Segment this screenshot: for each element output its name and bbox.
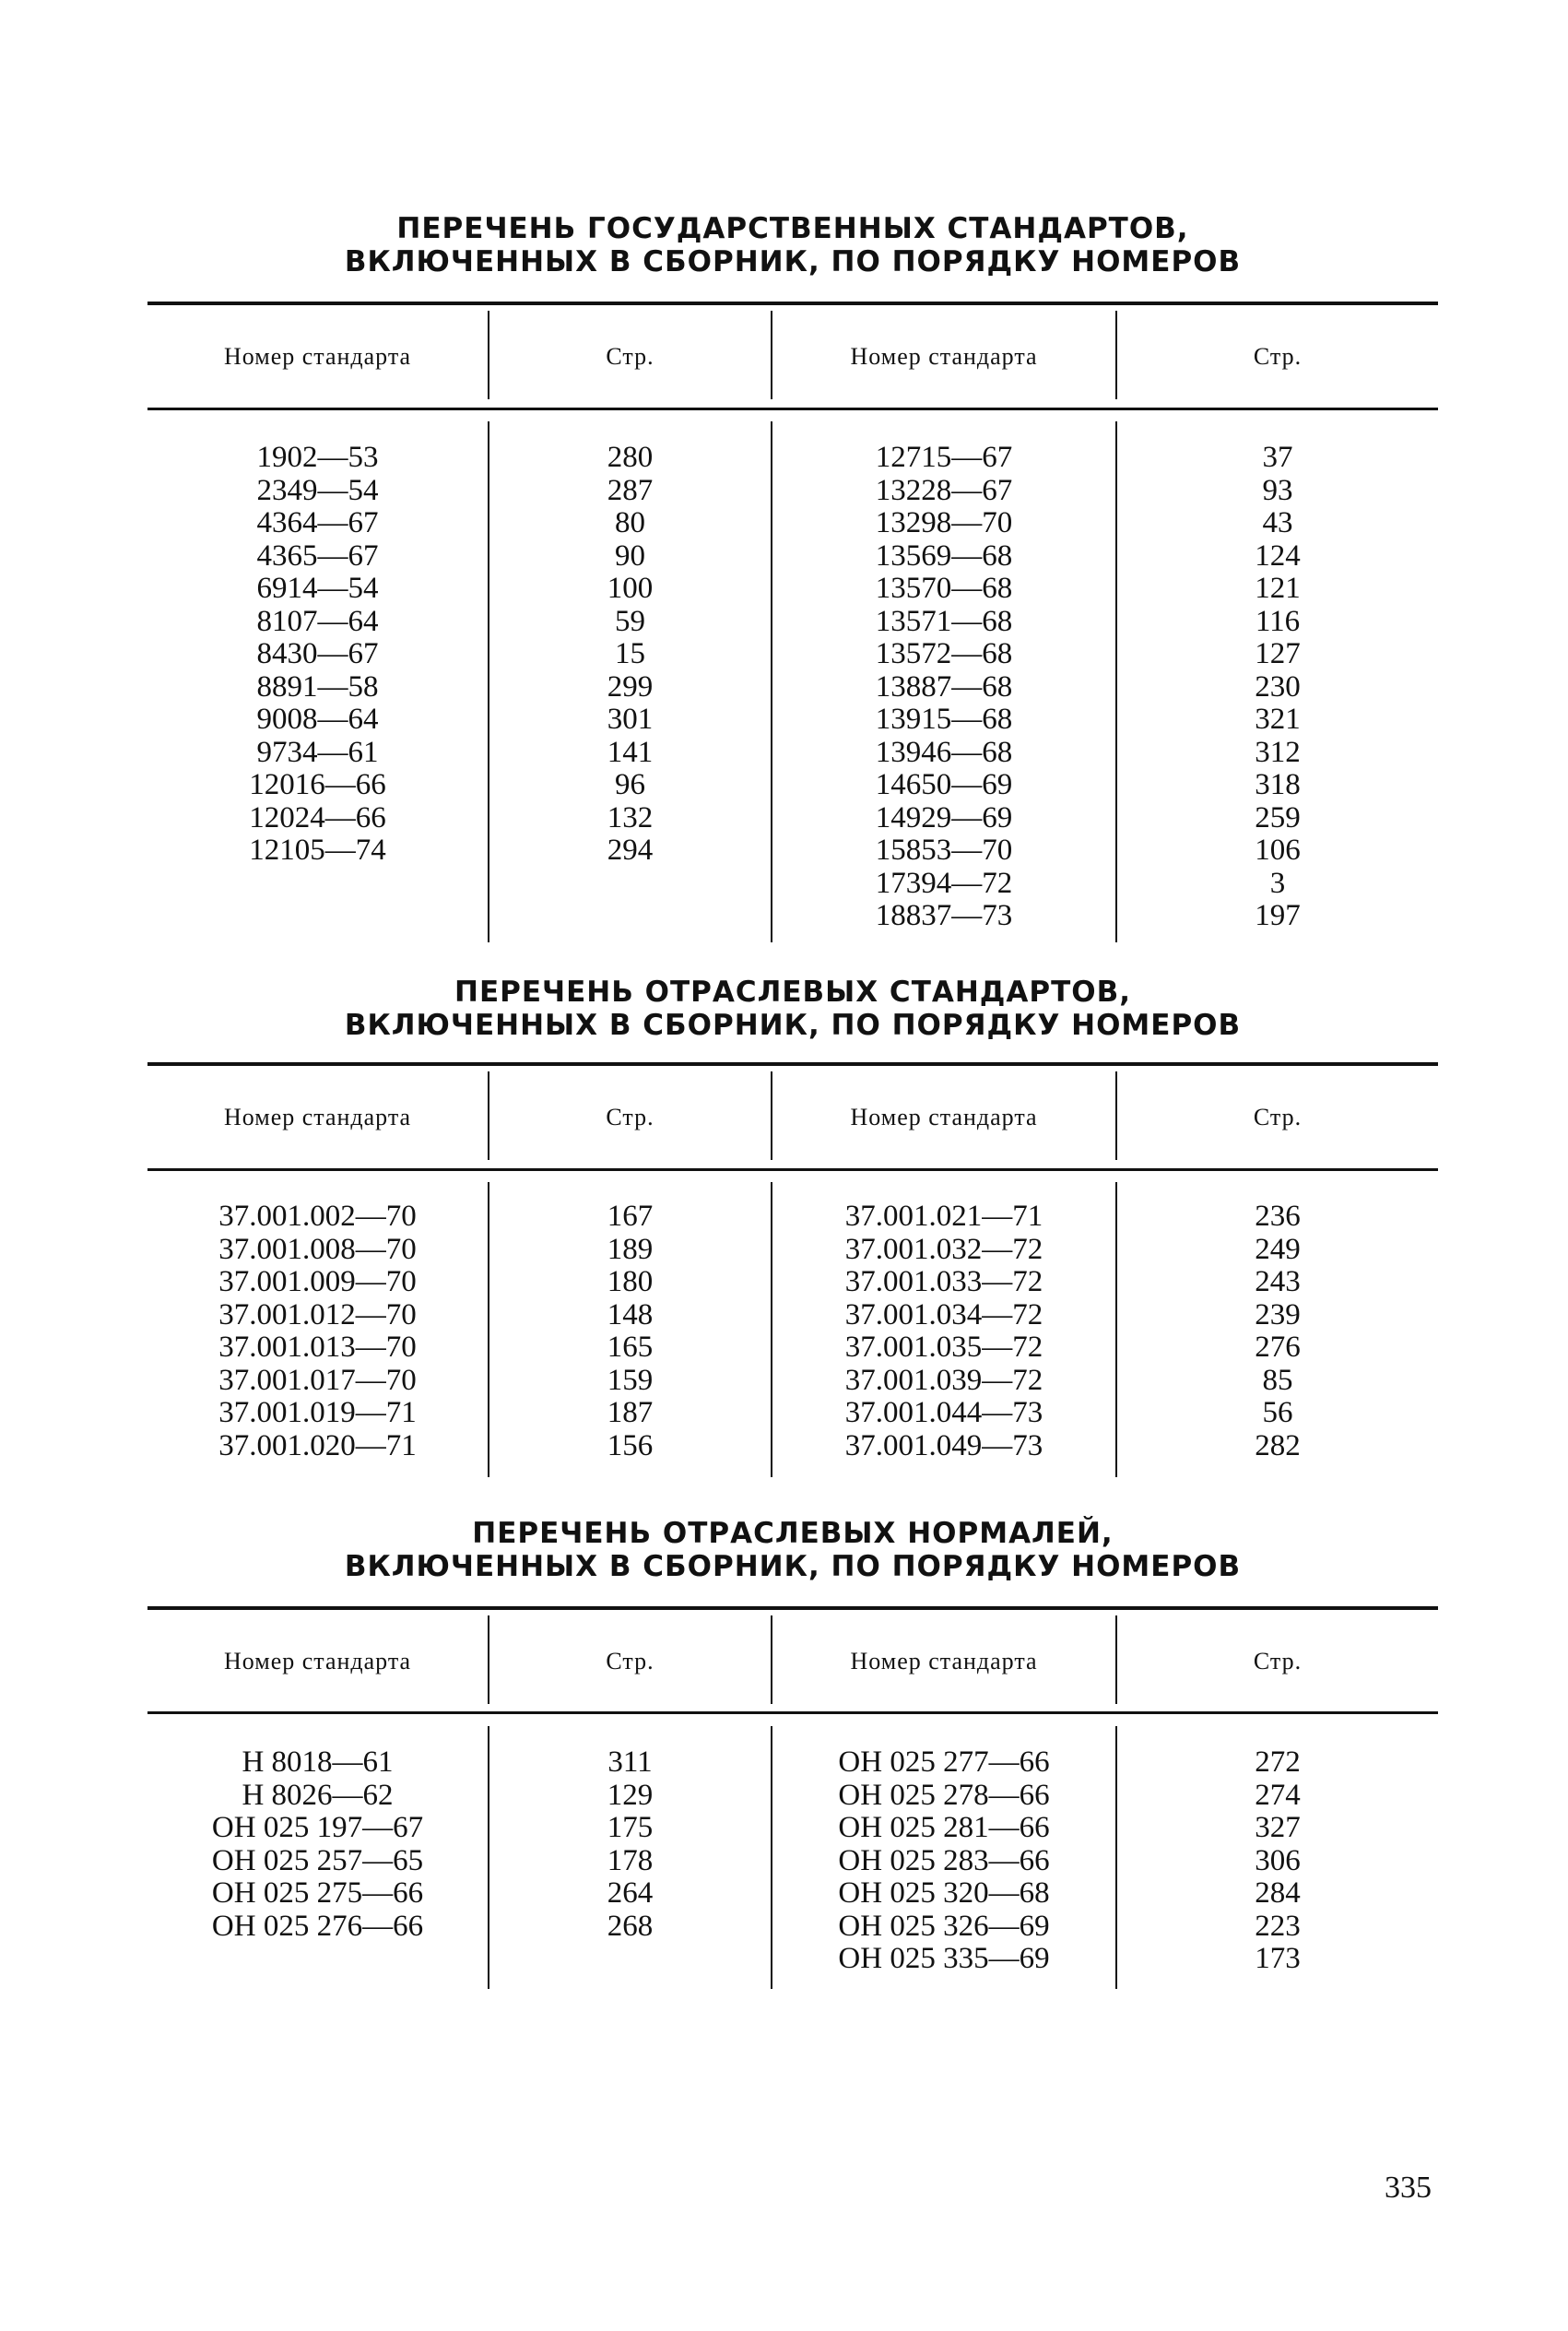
table-cell: ОН 025 197—67 bbox=[211, 1811, 424, 1844]
table-cell: 15853—70 bbox=[875, 834, 1013, 867]
table-cell: 268 bbox=[607, 1909, 654, 1943]
table-cell: 17394—72 bbox=[875, 866, 1013, 900]
table-cell: 197 bbox=[1255, 899, 1301, 932]
table-cell: 8891—58 bbox=[256, 669, 379, 704]
table-cell: 14929—69 bbox=[875, 800, 1013, 834]
table-cell: 12715—67 bbox=[875, 441, 1013, 474]
table-cell: 4364—67 bbox=[256, 506, 379, 539]
table-cell: 6914—54 bbox=[256, 572, 379, 605]
table-cell: 12105—74 bbox=[249, 834, 386, 867]
table-cell: 12016—66 bbox=[249, 768, 386, 801]
table-cell: 129 bbox=[607, 1778, 654, 1812]
table-cell: 59 bbox=[615, 604, 645, 638]
table-cell: 127 bbox=[1255, 637, 1301, 670]
header-page-left: Стр. bbox=[606, 343, 654, 370]
section-title-line2: ВКЛЮЧЕННЫХ В СБОРНИК, ПО ПОРЯДКУ НОМЕРОВ bbox=[344, 245, 1242, 278]
table-cell: 8430—67 bbox=[256, 637, 379, 670]
table-cell: 124 bbox=[1255, 538, 1301, 573]
table-cell: 287 bbox=[607, 473, 654, 507]
table-cell: 37.001.039—72 bbox=[844, 1363, 1043, 1397]
table-cell: 37 bbox=[1262, 441, 1293, 474]
table-cell: 180 bbox=[607, 1265, 654, 1298]
table-cell: ОН 025 283—66 bbox=[838, 1843, 1050, 1877]
header-number-right: Номер стандарта bbox=[850, 1104, 1038, 1130]
page-number: 335 bbox=[1385, 2171, 1432, 2205]
table-cell: 3 bbox=[1269, 866, 1286, 900]
table-cell: 96 bbox=[615, 768, 645, 801]
table-cell: 37.001.044—73 bbox=[844, 1396, 1043, 1429]
table-cell: ОН 025 257—65 bbox=[211, 1843, 424, 1877]
left-numbers bbox=[147, 1201, 488, 1462]
left-pages bbox=[489, 1201, 771, 1462]
table-cell: 4365—67 bbox=[256, 538, 379, 573]
table-cell: 37.001.049—73 bbox=[844, 1428, 1043, 1462]
table-cell: 15 bbox=[615, 637, 645, 670]
header-number-right: Номер стандарта bbox=[850, 343, 1038, 370]
table-cell: ОН 025 277—66 bbox=[838, 1745, 1050, 1779]
table-cell: 173 bbox=[1255, 1942, 1301, 1975]
table-cell: 12024—66 bbox=[249, 800, 386, 834]
table-cell: 264 bbox=[607, 1876, 654, 1910]
header-page-left: Стр. bbox=[606, 1648, 654, 1674]
table-cell: 230 bbox=[1255, 669, 1301, 704]
table-cell: 243 bbox=[1255, 1265, 1301, 1298]
table-cell: 9734—61 bbox=[256, 735, 379, 769]
table-cell: 276 bbox=[1255, 1331, 1301, 1364]
header-number-left: Номер стандарта bbox=[223, 1104, 412, 1130]
table-cell: 301 bbox=[607, 703, 654, 736]
table-cell: 1902—53 bbox=[256, 441, 379, 474]
table-cell: 13887—68 bbox=[875, 669, 1013, 704]
table-cell: 14650—69 bbox=[875, 768, 1013, 801]
left-pages bbox=[489, 1746, 771, 1943]
table-cell: 37.001.034—72 bbox=[844, 1297, 1043, 1331]
table-cell: 37.001.021—71 bbox=[844, 1200, 1043, 1233]
table-cell: ОН 025 276—66 bbox=[211, 1909, 424, 1943]
section-title-line2: ВКЛЮЧЕННЫХ В СБОРНИК, ПО ПОРЯДКУ НОМЕРОВ bbox=[344, 1550, 1242, 1583]
table-cell: 148 bbox=[607, 1297, 654, 1331]
section-branch-normals bbox=[147, 1517, 1438, 1975]
table-cell: 56 bbox=[1262, 1396, 1293, 1429]
table-cell: 13946—68 bbox=[875, 735, 1013, 769]
table-cell: 187 bbox=[607, 1396, 654, 1429]
table-cell: 156 bbox=[607, 1428, 654, 1462]
table-cell: 43 bbox=[1262, 506, 1293, 539]
header-page-right: Стр. bbox=[1253, 343, 1303, 370]
table-cell: 321 bbox=[1255, 703, 1301, 736]
table-cell: 100 bbox=[607, 572, 654, 605]
table-cell: 223 bbox=[1255, 1909, 1301, 1943]
header-page-right: Стр. bbox=[1253, 1104, 1303, 1130]
standards-table bbox=[147, 302, 1438, 938]
table-cell: ОН 025 275—66 bbox=[211, 1876, 424, 1910]
table-cell: 165 bbox=[607, 1331, 654, 1364]
table-cell: 141 bbox=[607, 735, 654, 769]
section-title-line1: ПЕРЕЧЕНЬ ОТРАСЛЕВЫХ СТАНДАРТОВ, bbox=[454, 976, 1131, 1009]
table-cell: 37.001.008—70 bbox=[218, 1232, 417, 1266]
table-cell: 13570—68 bbox=[875, 572, 1013, 605]
table-cell: 37.001.013—70 bbox=[218, 1331, 417, 1364]
left-numbers bbox=[147, 1746, 488, 1943]
table-cell: 13298—70 bbox=[875, 506, 1013, 539]
section-title-line2: ВКЛЮЧЕННЫХ В СБОРНИК, ПО ПОРЯДКУ НОМЕРОВ bbox=[344, 1009, 1242, 1042]
table-cell: 280 bbox=[607, 441, 654, 474]
table-cell: 85 bbox=[1262, 1363, 1293, 1397]
table-cell: ОН 025 320—68 bbox=[838, 1876, 1050, 1910]
table-cell: Н 8018—61 bbox=[242, 1745, 394, 1779]
table-cell: 249 bbox=[1255, 1232, 1301, 1266]
table-cell: 37.001.012—70 bbox=[218, 1297, 417, 1331]
table-cell: 259 bbox=[1255, 800, 1301, 834]
left-pages bbox=[489, 442, 771, 868]
table-cell: 37.001.017—70 bbox=[218, 1363, 417, 1397]
table-cell: 274 bbox=[1255, 1778, 1301, 1812]
table-cell: 37.001.033—72 bbox=[844, 1265, 1043, 1298]
table-cell: ОН 025 335—69 bbox=[838, 1942, 1050, 1975]
table-cell: 8107—64 bbox=[256, 604, 379, 638]
table-cell: 18837—73 bbox=[875, 899, 1013, 932]
right-pages bbox=[1117, 1746, 1438, 1976]
table-cell: 80 bbox=[615, 506, 645, 539]
table-cell: 37.001.035—72 bbox=[844, 1331, 1043, 1364]
header-page-right: Стр. bbox=[1253, 1648, 1303, 1674]
right-pages bbox=[1117, 442, 1438, 933]
table-cell: 37.001.020—71 bbox=[218, 1428, 417, 1462]
table-cell: 318 bbox=[1255, 768, 1301, 801]
header-number-left: Номер стандарта bbox=[223, 343, 412, 370]
section-title-line1: ПЕРЕЧЕНЬ ОТРАСЛЕВЫХ НОРМАЛЕЙ, bbox=[472, 1517, 1114, 1550]
right-numbers bbox=[772, 1746, 1115, 1976]
table-cell: ОН 025 281—66 bbox=[838, 1811, 1050, 1844]
right-numbers bbox=[772, 1201, 1115, 1462]
table-cell: Н 8026—62 bbox=[242, 1778, 394, 1812]
table-cell: ОН 025 326—69 bbox=[838, 1909, 1050, 1943]
table-cell: ОН 025 278—66 bbox=[838, 1778, 1050, 1812]
section-title-line1: ПЕРЕЧЕНЬ ГОСУДАРСТВЕННЫХ СТАНДАРТОВ, bbox=[396, 212, 1189, 245]
table-cell: 327 bbox=[1255, 1811, 1301, 1844]
table-cell: 236 bbox=[1255, 1200, 1301, 1233]
section-title bbox=[147, 1517, 1438, 1583]
table-cell: 159 bbox=[607, 1363, 654, 1397]
table-cell: 167 bbox=[607, 1200, 654, 1233]
right-numbers bbox=[772, 442, 1115, 933]
standards-table bbox=[147, 1606, 1438, 1994]
section-state-standards bbox=[147, 212, 1438, 932]
table-cell: 37.001.032—72 bbox=[844, 1232, 1043, 1266]
section-title bbox=[147, 976, 1438, 1042]
left-numbers bbox=[147, 442, 488, 868]
table-cell: 13572—68 bbox=[875, 637, 1013, 670]
table-cell: 90 bbox=[615, 538, 645, 573]
header-number-right: Номер стандарта bbox=[850, 1648, 1038, 1674]
table-cell: 272 bbox=[1255, 1745, 1301, 1779]
table-cell: 311 bbox=[607, 1745, 653, 1779]
header-page-left: Стр. bbox=[606, 1104, 654, 1130]
table-cell: 121 bbox=[1255, 572, 1301, 605]
table-cell: 13569—68 bbox=[875, 538, 1013, 573]
table-cell: 116 bbox=[1255, 604, 1301, 638]
table-cell: 37.001.002—70 bbox=[218, 1200, 417, 1233]
table-cell: 282 bbox=[1255, 1428, 1301, 1462]
table-cell: 132 bbox=[607, 800, 654, 834]
table-cell: 13228—67 bbox=[875, 473, 1013, 507]
table-cell: 299 bbox=[607, 669, 654, 704]
standards-table bbox=[147, 1062, 1438, 1477]
table-cell: 37.001.019—71 bbox=[218, 1396, 417, 1429]
header-number-left: Номер стандарта bbox=[223, 1648, 412, 1674]
table-cell: 13571—68 bbox=[875, 604, 1013, 638]
table-cell: 178 bbox=[607, 1843, 654, 1877]
table-cell: 175 bbox=[607, 1811, 654, 1844]
section-title bbox=[147, 212, 1438, 278]
table-cell: 93 bbox=[1262, 473, 1293, 507]
table-cell: 294 bbox=[607, 834, 654, 867]
table-cell: 189 bbox=[607, 1232, 654, 1266]
section-branch-standards bbox=[147, 976, 1438, 1462]
table-cell: 312 bbox=[1255, 735, 1301, 769]
table-cell: 239 bbox=[1255, 1297, 1301, 1331]
table-cell: 9008—64 bbox=[256, 703, 379, 736]
table-cell: 13915—68 bbox=[875, 703, 1013, 736]
right-pages bbox=[1117, 1201, 1438, 1462]
table-cell: 2349—54 bbox=[256, 473, 379, 507]
table-cell: 37.001.009—70 bbox=[218, 1265, 417, 1298]
table-cell: 306 bbox=[1255, 1843, 1301, 1877]
table-cell: 106 bbox=[1255, 834, 1301, 867]
table-cell: 284 bbox=[1255, 1876, 1301, 1910]
